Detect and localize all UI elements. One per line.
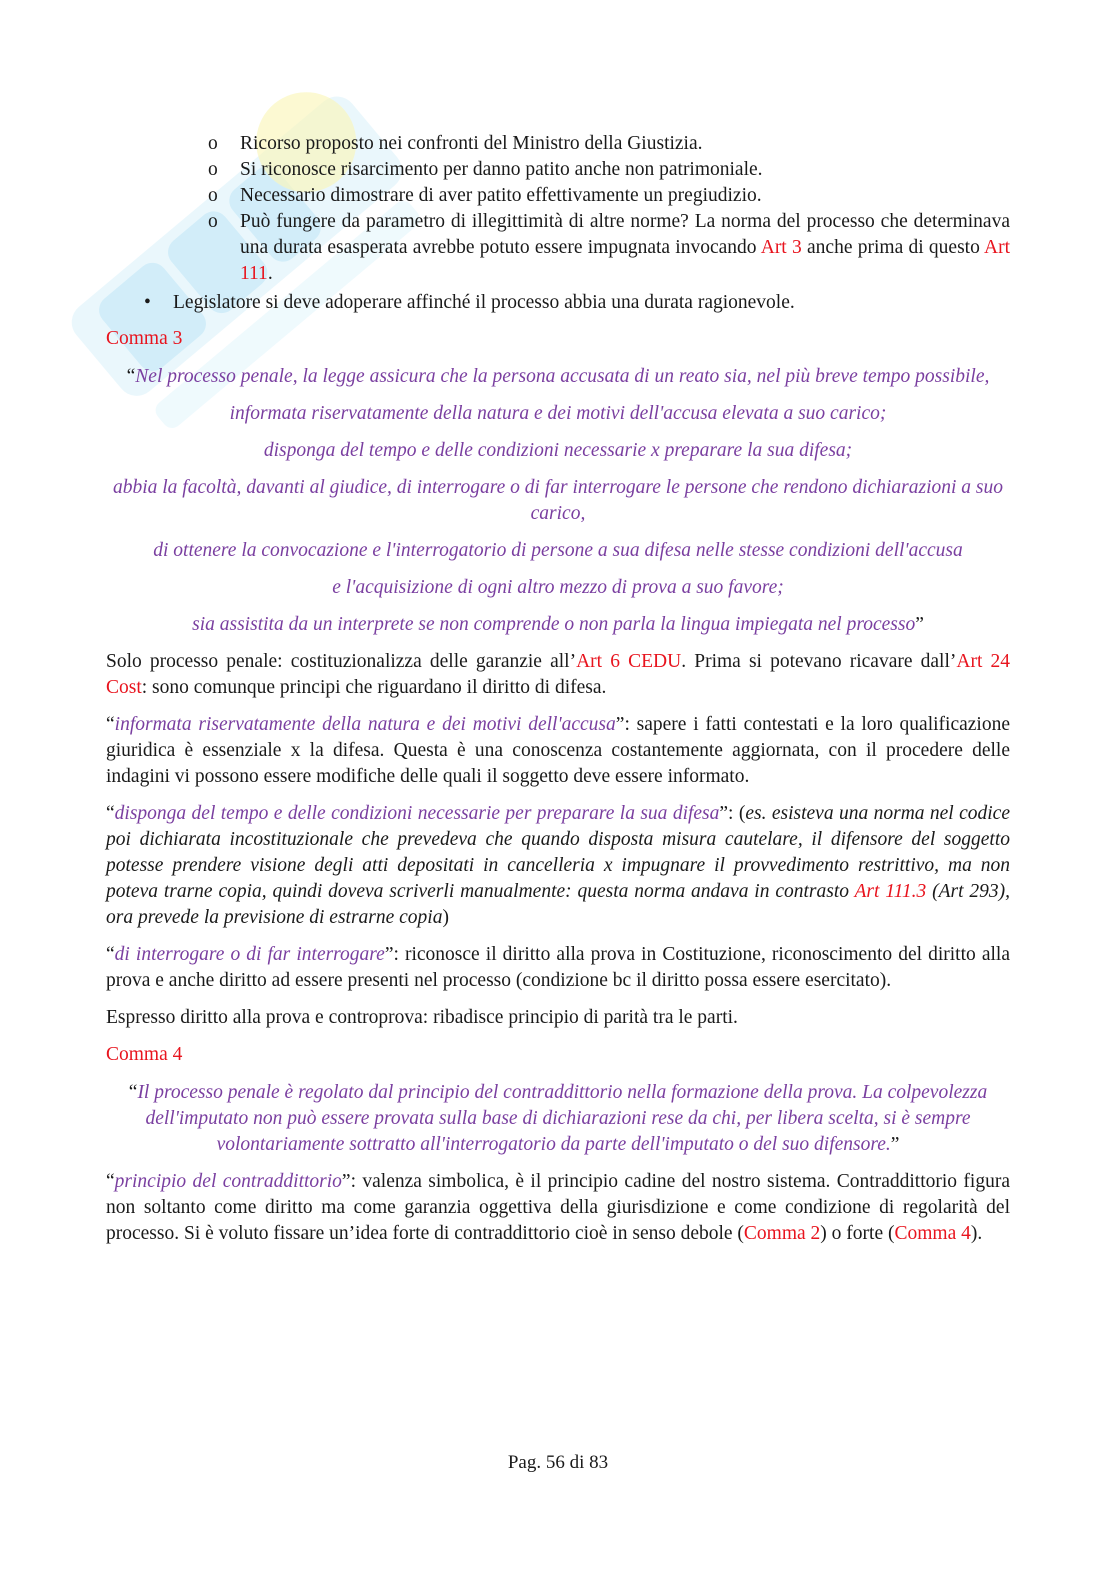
list-item: o Ricorso proposto nei confronti del Ministro della Giustizia. <box>208 133 703 154</box>
page-number: Pag. 56 di 83 <box>507 1452 609 1473</box>
bullet-icon: • <box>144 292 151 313</box>
quote-line: “Nel processo penale, la legge assicura che la persona accusata di un reato sia, nel più breve tempo possibile, <box>126 366 990 387</box>
article-reference: Art 24 Cost <box>106 651 1011 698</box>
article-reference: Comma 2 <box>743 1223 821 1244</box>
quote-line: sia assistita da un interprete se non comprende o non parla la lingua impiegata nel processo” <box>192 614 924 635</box>
list-item: o Necessario dimostrare di aver patito effettivamente un pregiudizio. <box>208 185 762 206</box>
comma-4-quote <box>106 1080 1010 1158</box>
quote-line: e l'acquisizione di ogni altro mezzo di prova a suo favore; <box>332 577 784 598</box>
article-reference: Art 3 <box>760 237 802 258</box>
paragraph: “disponga del tempo e delle condizioni necessarie per preparare la sua difesa”: (es. esisteva una norma nel codice poi dichiarata incostituzionale che prevedeva che quando disposta misura cautelare, il difensore del soggetto potesse prendere visione degli atti depositati in cancelleria x impugnare il provvedimento restrittivo, ma non poteva trarne copia, quindi doveva scriverli manualmente: questa norma andava in contrasto Art 111.3 (Art 293), ora prevede la previsione di estrarne copia) <box>106 803 1011 928</box>
quote-line: “Il processo penale è regolato dal principio del contraddittorio nella formazione della prova. La colpevolezza dell'imputato non può essere provata sulla base di dichiarazioni rese da chi, per libera scelta, si è sempre volontariamente sottratto all'interrogatorio da parte dell'imputato o del suo difensore.” <box>128 1082 988 1155</box>
bullet-item: • Legislatore si deve adoperare affinché il processo abbia una durata ragionevole. <box>106 290 1010 316</box>
article-reference: Art 6 CEDU <box>576 651 682 672</box>
sub-list <box>106 131 1010 287</box>
article-reference: Comma 4 <box>894 1223 971 1244</box>
quote-line: abbia la facoltà, davanti al giudice, di interrogare o di far interrogare le persone che rendono dichiarazioni a suo carico, <box>112 477 1004 524</box>
section-heading-comma-4: Comma 4 <box>106 1044 183 1065</box>
article-reference: Art 111 <box>240 237 1011 284</box>
paragraph: “principio del contraddittorio”: valenza simbolica, è il principio cadine del nostro sistema. Contraddittorio figura non soltanto come diritto ma come garanzia oggettiva della giurisdizione e come condizione di regolarità del processo. Si è voluto fissare un’idea forte di contraddittorio cioè in senso debole (Comma 2) o forte (Comma 4). <box>106 1171 1010 1244</box>
paragraph: Espresso diritto alla prova e controprova: ribadisce principio di parità tra le parti. <box>106 1007 738 1028</box>
paragraph: Solo processo penale: costituzionalizza delle garanzie all’Art 6 CEDU. Prima si potevano ricavare dall’Art 24 Cost: sono comunque principi che riguardano il diritto di difesa. <box>106 651 1011 698</box>
comma-3-quote <box>106 364 1010 638</box>
paragraph: “informata riservatamente della natura e dei motivi dell'accusa”: sapere i fatti contestati e la loro qualificazione giuridica è essenziale x la difesa. Questa è una conoscenza costantemente aggiornata, con il procedere delle indagini vi possono essere modifiche delle quali il soggetto deve essere informato. <box>106 714 1011 787</box>
list-item: o Può fungere da parametro di illegittimità di altre norme? La norma del processo che determinava una durata esasperata avrebbe potuto essere impugnata invocando Art 3 anche prima di questo Art 111. <box>208 211 1011 284</box>
quote-line: informata riservatamente della natura e dei motivi dell'accusa elevata a suo carico; <box>229 403 887 424</box>
section-heading-comma-3: Comma 3 <box>106 328 183 349</box>
quote-line: di ottenere la convocazione e l'interrogatorio di persone a sua difesa nelle stesse condizioni dell'accusa <box>153 540 963 561</box>
quote-line: disponga del tempo e delle condizioni necessarie x preparare la sua difesa; <box>263 440 853 461</box>
paragraph: “di interrogare o di far interrogare”: riconosce il diritto alla prova in Costituzione, riconoscimento del diritto alla prova e anche diritto ad essere presenti nel processo (condizione bc il diritto possa essere esercitato). <box>106 944 1010 991</box>
article-reference: Art 111.3 <box>854 881 927 902</box>
document-page <box>106 131 1010 1258</box>
list-item: o Si riconosce risarcimento per danno patito anche non patrimoniale. <box>208 159 763 180</box>
